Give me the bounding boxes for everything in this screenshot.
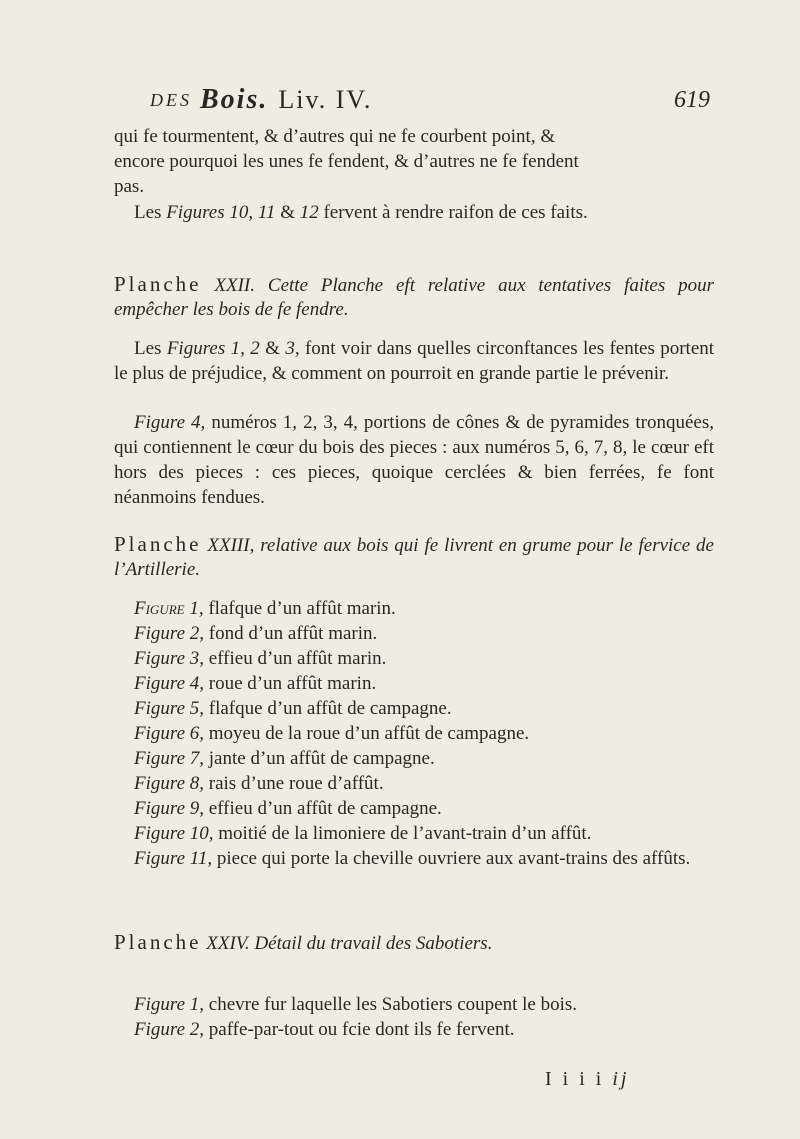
- signature-roman: I i i i: [545, 1068, 605, 1090]
- p1-line-1: qui fe tourmentent, & d’autres qui ne fe courbent point, &: [114, 126, 556, 147]
- planche-23-label: Planche: [114, 532, 202, 556]
- fig-item: [114, 992, 714, 1017]
- fig-desc: paffe-par-tout ou fcie dont ils fe fervent.: [208, 1019, 515, 1040]
- header-des: DES: [150, 89, 192, 110]
- fig-item: [114, 721, 714, 746]
- fig-label: Figure 4,: [134, 673, 205, 694]
- fig-label: Figure 3,: [134, 648, 205, 669]
- planche-22-heading: [114, 272, 714, 322]
- planche-24-title: Détail du travail des Sabotiers.: [254, 933, 493, 954]
- planche-24-number: XXIV.: [206, 933, 250, 954]
- fig-item: [114, 771, 714, 796]
- fig-item: [114, 1017, 714, 1042]
- fig-label: Figure 2,: [134, 623, 205, 644]
- fig-desc: chevre fur laquelle les Sabotiers coupent le bois.: [208, 994, 578, 1015]
- page-number: 619: [674, 86, 710, 113]
- planche-23-title: relative aux bois qui fe livrent en grume pour le fervice de l’Artillerie.: [114, 535, 714, 580]
- fig-desc: roue d’un affût marin.: [208, 673, 377, 694]
- paragraph-2: [114, 200, 714, 225]
- fig-item: [114, 671, 714, 696]
- fig-label: Figure 9,: [134, 798, 205, 819]
- planche-24-heading: [114, 930, 714, 956]
- figure-11-paragraph: [114, 846, 714, 871]
- fig-item: [114, 696, 714, 721]
- p3-fig: Figures 1, 2: [166, 338, 260, 359]
- planche-24-figure-list: [114, 992, 714, 1042]
- signature-italic: ij: [612, 1068, 630, 1090]
- fig-item: [114, 621, 714, 646]
- fig11-text: [114, 846, 714, 871]
- planche-22-title: Cette Planche eft relative aux tentatives faites pour empêcher les bois de fe fendre.: [114, 275, 715, 320]
- p2-text: [114, 200, 714, 225]
- p3-text: [114, 336, 714, 386]
- fig-desc: flafque d’un affût de campagne.: [208, 698, 452, 719]
- planche-22-number: XXII.: [214, 275, 255, 296]
- p4-text: [114, 410, 714, 510]
- paragraph-1: [114, 124, 714, 199]
- fig-desc: flafque d’un affût marin.: [208, 598, 396, 619]
- fig-desc: effieu d’un affût marin.: [208, 648, 387, 669]
- fig-desc: rais d’une roue d’affût.: [208, 773, 384, 794]
- p3-b: &: [265, 338, 280, 359]
- fig-item: [114, 596, 714, 621]
- fig-label: Figure 1,: [134, 994, 205, 1015]
- paragraph-4: [114, 410, 714, 510]
- header-bois: Bois.: [200, 84, 269, 115]
- p2-fig: Figures 10, 11: [166, 202, 276, 223]
- p1-line-3: pas.: [114, 176, 145, 197]
- planche-23-number: XXIII,: [207, 535, 255, 556]
- fig11-desc: piece qui porte la cheville ouvriere aux avant-trains des affûts.: [216, 848, 691, 869]
- p3-d: font voir dans quelles circonftances les fentes portent le plus de préjudice, & comment on pourroit en grande partie le prévenir.: [114, 338, 715, 384]
- fig-item: [114, 821, 714, 846]
- p3-a: Les: [134, 338, 162, 359]
- fig-label: Figure 10,: [134, 823, 214, 844]
- planche-22-label: Planche: [114, 272, 202, 296]
- fig-desc: moitié de la limoniere de l’avant-train d’un affût.: [218, 823, 592, 844]
- signature-mark: [545, 1068, 629, 1091]
- paragraph-3: [114, 336, 714, 386]
- fig-label: Figure 8,: [134, 773, 205, 794]
- p4-fig: Figure 4,: [134, 412, 206, 433]
- fig-label: Figure 6,: [134, 723, 205, 744]
- p2-c: 12: [299, 202, 319, 223]
- planche-23-heading: [114, 532, 714, 582]
- planche-23-figure-list: [114, 596, 714, 846]
- p2-d: fervent à rendre raifon de ces faits.: [323, 202, 588, 223]
- fig-desc: effieu d’un affût de campagne.: [208, 798, 442, 819]
- p4-body: numéros 1, 2, 3, 4, portions de cônes & de pyramides tronquées, qui contiennent le cœur du bois des pieces : aux numéros 5, 6, 7, 8, le cœur eft hors des pieces : ces pieces, quoique cerclées & bien ferrées, fe font néanmoins fendues.: [114, 412, 714, 508]
- p1-line-2: encore pourquoi les unes fe fendent, & d’autres ne fe fendent: [114, 151, 579, 172]
- fig-desc: moyeu de la roue d’un affût de campagne.: [208, 723, 530, 744]
- fig-item: [114, 646, 714, 671]
- fig-desc: jante d’un affût de campagne.: [208, 748, 435, 769]
- fig-label: Figure 1,: [134, 598, 204, 619]
- fig-label: Figure 5,: [134, 698, 205, 719]
- fig-item: [114, 796, 714, 821]
- running-header: [150, 80, 710, 120]
- p2-b: &: [280, 202, 295, 223]
- header-livre: Liv. IV.: [278, 85, 373, 114]
- fig-label: Figure 7,: [134, 748, 205, 769]
- planche-24-label: Planche: [114, 930, 202, 954]
- fig-label: Figure 2,: [134, 1019, 205, 1040]
- fig11-label: Figure 11,: [134, 848, 213, 869]
- p2-a: Les: [134, 202, 162, 223]
- p3-c: 3,: [285, 338, 300, 359]
- fig-item: [114, 746, 714, 771]
- fig-desc: fond d’un affût marin.: [208, 623, 378, 644]
